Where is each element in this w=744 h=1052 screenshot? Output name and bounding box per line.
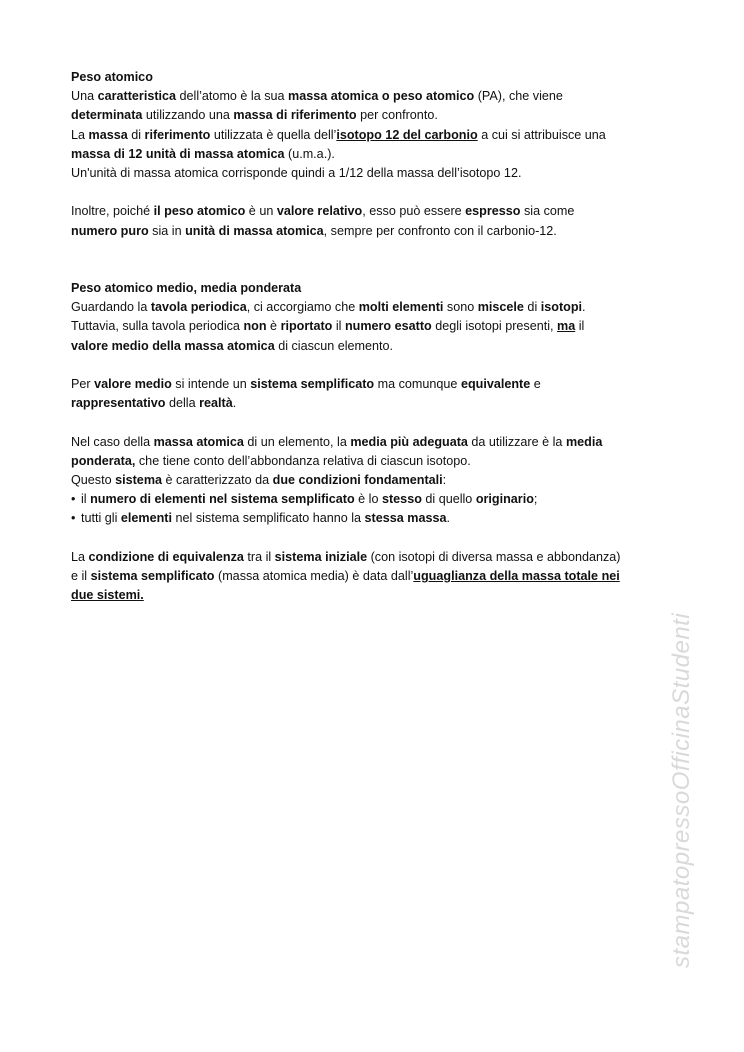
text-run: per confronto. — [356, 108, 438, 123]
text-run: Nel caso della — [71, 434, 154, 449]
text-run: e — [530, 377, 541, 392]
paragraph-line — [71, 202, 681, 221]
text-run: sono — [443, 300, 478, 315]
paragraph-line: Un'unità di massa atomica corrisponde quindi a 1/12 della massa dell’isotopo 12. — [71, 165, 522, 180]
bold-text: massa di 12 unità di massa atomica — [71, 146, 285, 161]
paragraph-line — [71, 222, 681, 241]
paragraph-line — [71, 298, 681, 317]
text-run: . — [446, 511, 450, 526]
paragraph-line — [71, 548, 681, 567]
text-run: utilizzando una — [142, 108, 234, 123]
bold-text: non — [243, 319, 267, 334]
bold-text: valore relativo — [276, 204, 363, 219]
bold-text: unità di massa atomica — [185, 223, 324, 238]
bold-text: realtà — [199, 396, 233, 411]
bold-text: due condizioni fondamentali — [272, 472, 443, 487]
bold-text: numero puro — [71, 223, 149, 238]
text-run: . — [582, 300, 586, 315]
bold-text: rappresentativo — [71, 396, 166, 411]
text-run: Per — [71, 377, 95, 392]
text-run: degli isotopi presenti, — [431, 319, 558, 334]
text-run: il — [575, 319, 585, 334]
text-run: tra il — [243, 549, 275, 564]
text-run: è un — [245, 204, 277, 219]
text-run: di quello — [421, 492, 476, 507]
text-run: Questo — [71, 472, 116, 487]
bold-text: numero esatto — [344, 319, 432, 334]
text-run: , sempre per confronto con il carbonio-12. — [323, 223, 557, 238]
text-run: (u.m.a.). — [284, 146, 335, 161]
text-run: è — [266, 319, 281, 334]
paragraph-line — [71, 394, 681, 413]
text-run: (con isotopi di diversa massa e abbondanza) — [367, 549, 621, 564]
text-run: nel sistema semplificato hanno la — [172, 511, 365, 526]
text-run: si intende un — [171, 377, 251, 392]
text-run: che tiene conto dell’abbondanza relativa di ciascun isotopo. — [135, 453, 471, 468]
underlined-bold-text: isotopo 12 del carbonio — [336, 127, 478, 142]
paragraph-line — [71, 145, 681, 164]
text-run: da utilizzare è la — [467, 434, 566, 449]
text-run: La — [71, 127, 89, 142]
text-run: è lo — [354, 492, 382, 507]
bold-text: sistema semplificato — [90, 568, 215, 583]
section-title-peso-atomico: Peso atomico — [71, 70, 153, 84]
bold-text: valore medio della massa atomica — [71, 338, 275, 353]
paragraph-line — [71, 87, 681, 106]
paragraph-line — [71, 452, 681, 471]
spacer — [71, 183, 681, 202]
paragraph-line — [71, 567, 681, 586]
bold-text: caratteristica — [97, 89, 177, 104]
bold-text: espresso — [465, 204, 521, 219]
bold-text: numero di elementi nel sistema semplificato — [90, 492, 355, 507]
bold-text: miscele — [477, 300, 524, 315]
bold-text: stesso — [381, 492, 422, 507]
document-body — [71, 68, 681, 605]
text-run: a cui si attribuisce una — [477, 127, 606, 142]
bold-text: ponderata, — [71, 453, 136, 468]
bold-text: valore medio — [94, 377, 172, 392]
text-run: il — [81, 492, 91, 507]
spacer — [71, 356, 681, 375]
bold-text: sistema — [115, 472, 163, 487]
text-run: (massa atomica media) è data dall’ — [214, 568, 414, 583]
paragraph-line — [71, 586, 681, 605]
text-run: . — [232, 396, 237, 411]
text-run: di — [523, 300, 541, 315]
bold-text: stessa massa — [364, 511, 447, 526]
paragraph-line — [71, 106, 681, 125]
paragraph-line — [71, 471, 681, 490]
underlined-bold-text: due sistemi. — [71, 588, 144, 603]
text-run: , ci accorgiamo che — [246, 300, 359, 315]
paragraph-line — [71, 375, 681, 394]
spacer — [71, 529, 681, 548]
bold-text: tavola periodica — [150, 300, 247, 315]
spacer — [71, 241, 681, 279]
bold-text: massa atomica o peso atomico — [288, 89, 475, 104]
text-run: della — [165, 396, 200, 411]
bullet-item — [71, 509, 681, 528]
text-run: sia come — [520, 204, 575, 219]
text-run: di — [127, 127, 145, 142]
paragraph-line — [71, 126, 681, 145]
bold-text: elementi — [120, 511, 173, 526]
underlined-bold-text: uguaglianza della massa totale nei — [413, 568, 620, 583]
paragraph-line — [71, 337, 681, 356]
text-run: e il — [71, 568, 91, 583]
bold-text: media — [565, 434, 603, 449]
bold-text: riportato — [280, 319, 333, 334]
text-run: il — [332, 319, 345, 334]
underlined-bold-text: ma — [557, 319, 576, 334]
bold-text: molti elementi — [358, 300, 444, 315]
text-run: di ciascun elemento. — [274, 338, 394, 353]
bold-text: isotopi — [540, 300, 583, 315]
bold-text: determinata — [71, 108, 143, 123]
text-run: utilizzata è quella dell’ — [210, 127, 337, 142]
watermark: stampatopressoOfficinaStudenti — [668, 612, 695, 968]
text-run: ; — [533, 492, 538, 507]
text-run: di un elemento, la — [243, 434, 351, 449]
bold-text: massa di riferimento — [233, 108, 357, 123]
bold-text: massa atomica — [153, 434, 244, 449]
text-run: (PA), che viene — [474, 89, 563, 104]
text-run: dell’atomo è la sua — [176, 89, 289, 104]
text-run: Tuttavia, sulla tavola periodica — [71, 319, 244, 334]
bullet-icon: • — [71, 511, 76, 526]
paragraph-line — [71, 317, 681, 336]
bold-text: sistema semplificato — [250, 377, 375, 392]
bold-text: riferimento — [144, 127, 211, 142]
text-run: La — [71, 549, 89, 564]
section-title-peso-atomico-medio: Peso atomico medio, media ponderata — [71, 281, 302, 296]
text-run: , esso può essere — [362, 204, 466, 219]
text-run: Una — [71, 89, 98, 104]
bold-text: massa — [88, 127, 128, 142]
text-run: è caratterizzato da — [162, 472, 273, 487]
text-run: sia in — [148, 223, 186, 238]
bullet-icon: • — [71, 492, 76, 507]
text-run: Inoltre, poiché — [71, 204, 154, 219]
text-run: Guardando la — [71, 300, 151, 315]
text-run: : — [442, 472, 447, 487]
bold-text: sistema iniziale — [274, 549, 368, 564]
bold-text: il peso atomico — [153, 204, 246, 219]
text-run: tutti gli — [81, 511, 121, 526]
bullet-item — [71, 490, 681, 509]
bold-text: equivalente — [460, 377, 531, 392]
bold-text: condizione di equivalenza — [88, 549, 244, 564]
paragraph-line — [71, 433, 681, 452]
spacer — [71, 413, 681, 432]
bold-text: originario — [475, 492, 534, 507]
bold-text: media più adeguata — [350, 434, 468, 449]
text-run: ma comunque — [374, 377, 461, 392]
